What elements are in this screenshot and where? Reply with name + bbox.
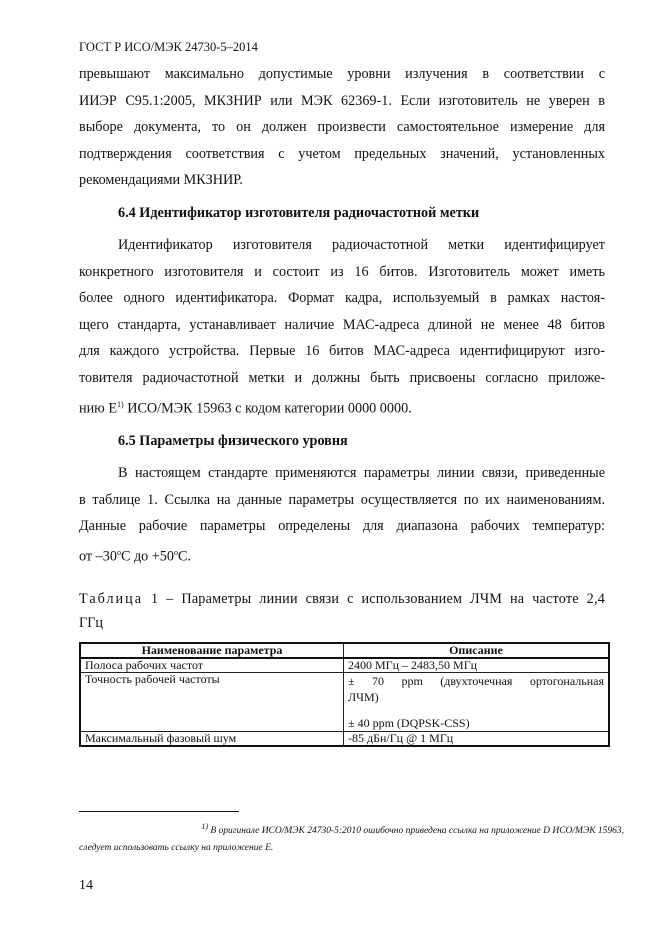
document-header: ГОСТ Р ИСО/МЭК 24730-5–2014 [79,40,258,54]
text-line: для каждого устройства. Первые 16 битов МАС-адреса идентифицируют изго- [79,343,605,360]
degree-sup: o [116,547,121,557]
table-cell [344,673,610,732]
text-line: конкретного изготовителя и состоит из 16 битов. Изготовитель может иметь [79,263,605,280]
caption-line [79,587,605,611]
table-row [80,732,609,747]
cell-line: ± 40 ppm (DQPSK-CSS) [348,716,470,730]
text-line: Данные рабочие параметры определены для диапазона рабочих температур: [79,518,605,535]
paragraph-6-4 [79,232,605,422]
table-cell: Точность рабочей частоты [80,673,344,732]
cell-line: ± 70 ppm (двухточечная ортогональная [348,674,604,688]
footnote [79,818,624,857]
table-row [80,658,609,673]
section-heading-6-4: 6.4 Идентификатор изготовителя радиочастотной метки [118,205,480,221]
table-header-row [80,643,609,658]
caption-text: 1 – Параметры линии связи с использованием ЛЧМ на частоте 2,4 [143,591,605,607]
footnote-text: В оригинале ИСО/МЭК 24730-5:2010 ошибочно приведена ссылка на приложение D ИСО/МЭК 15963, [208,826,624,837]
text-line: в таблице 1. Ссылка на данные параметры осуществляется по их наименованиям. [79,491,605,508]
text-line: более одного идентификатора. Формат кадра, используемый в рамках настоя- [79,290,605,307]
column-header: Описание [344,643,610,658]
table-cell: 2400 МГц – 2483,50 МГц [344,658,610,673]
text-fragment: С до +50 [120,548,174,565]
text-fragment: нию Е [79,400,117,417]
footnote-mark: 1) [201,822,208,831]
text-line: товителя радиочастотной метки и должны быть присвоены согласно приложе- [79,369,605,386]
table-caption [79,587,605,635]
degree-sup: o [174,547,178,557]
table-cell: -85 дБн/Гц @ 1 МГц [344,732,610,747]
text-line: ИИЭР С95.1:2005, МКЗНИР или МЭК 62369-1. Если изготовитель не уверен в [79,92,605,109]
paragraph-6-5 [79,460,605,570]
text-fragment: от –30 [79,548,117,565]
text-line [79,540,605,570]
text-line: В настоящем стандарте применяются параметры линии связи, приведенные [118,465,605,481]
footnote-line [79,818,624,840]
caption-line: ГГц [79,615,103,631]
text-line: подтверждения соответствия с учетом предельных значений, установленных [79,145,605,162]
column-header: Наименование параметра [80,643,344,658]
text-fragment: С. [178,548,192,565]
text-fragment: ИСО/МЭК 15963 с кодом категории 0000 0000. [123,400,412,417]
parameters-table [79,642,610,747]
text-line: выборе документа, то он должен произвести самостоятельное измерение для [79,119,605,136]
table-cell: Максимальный фазовый шум [80,732,344,747]
text-line: рекомендациями МКЗНИР. [79,172,243,189]
caption-word: Таблица [79,591,144,607]
footnote-divider [79,811,239,812]
text-line: превышают максимально допустимые уровни излучения в соответствии с [79,66,605,82]
cell-line: ЛЧМ) [348,690,379,704]
table-row [80,673,609,732]
paragraph-intro [79,61,605,194]
page-number: 14 [79,878,93,893]
text-line [79,392,605,422]
table-cell: Полоса рабочих частот [80,658,344,673]
footnote-ref: 1) [117,399,124,409]
text-line: Идентификатор изготовителя радиочастотной метки идентифицирует [118,237,605,253]
text-line: щего стандарта, устанавливает наличие МАС-адреса длиной не менее 48 битов [79,316,605,333]
footnote-line: следует использовать ссылку на приложение Е. [79,843,274,854]
section-heading-6-5: 6.5 Параметры физического уровня [118,433,348,449]
